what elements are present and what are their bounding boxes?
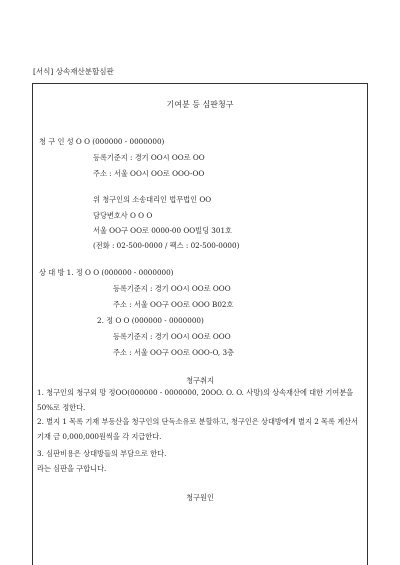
agent-address: 서울 OO구 OO로 0000-00 OO빌딩 301호: [93, 226, 232, 235]
lawyer-name: 담당변호사 O O O: [93, 211, 153, 220]
form-caption: [서식] 상속재산분할심판: [33, 67, 114, 76]
closing-line: 라는 심판을 구합니다.: [37, 464, 107, 473]
claimant-name: 청 구 인 성 O O (000000 - 0000000): [39, 137, 165, 146]
document-frame: [32, 83, 368, 565]
claimant-address: 주소 : 서울 OO시 OO로 OOO-OO: [93, 169, 205, 178]
cause-heading: 청구원인: [186, 493, 214, 502]
respondent-2-name: 2. 정 O O (000000 - 0000000): [97, 316, 204, 325]
respondent-1-domicile: 등록기준지 : 경기 OO시 OO로 OOO: [113, 284, 231, 293]
purpose-item-1: 1. 청구인의 청구외 망 정OO(000000 - 0000000, 20OO. O. O. 사망)의 상속재산에 대한 기여분을 50%로 정한다.: [37, 388, 354, 412]
agent-intro: 위 청구인의 소송대리인 법무법인 OO: [93, 195, 212, 204]
purpose-item-3: 3. 심판비용은 상대방들의 부담으로 한다.: [37, 449, 167, 458]
respondent-2-address: 주소 : 서울 OO구 OO로 OOO-O, 3층: [113, 348, 235, 357]
document-title: 기여분 등 심판청구: [166, 100, 234, 109]
respondent-1-address: 주소 : 서울 OO구 OO로 OOO B02호: [113, 300, 234, 309]
claimant-domicile: 등록기준지 : 경기 OO시 OO로 OO: [93, 153, 205, 162]
respondent-1-name: 상 대 방 1. 정 O O (000000 - 0000000): [39, 268, 174, 277]
agent-contact: (전화 : 02-500-0000 / 팩스 : 02-500-0000): [93, 241, 240, 250]
purpose-item-2: 2. 별지 1 목록 기재 부동산을 청구인의 단독소유로 분할하고, 청구인은 상대방에게 별지 2 목록 계산서 기재 금 0,000,000원씩을 각 지급한다.: [37, 417, 359, 441]
purpose-heading: 청구취지: [186, 376, 214, 385]
respondent-2-domicile: 등록기준지 : 경기 OO시 OO로 OOO: [113, 332, 231, 341]
